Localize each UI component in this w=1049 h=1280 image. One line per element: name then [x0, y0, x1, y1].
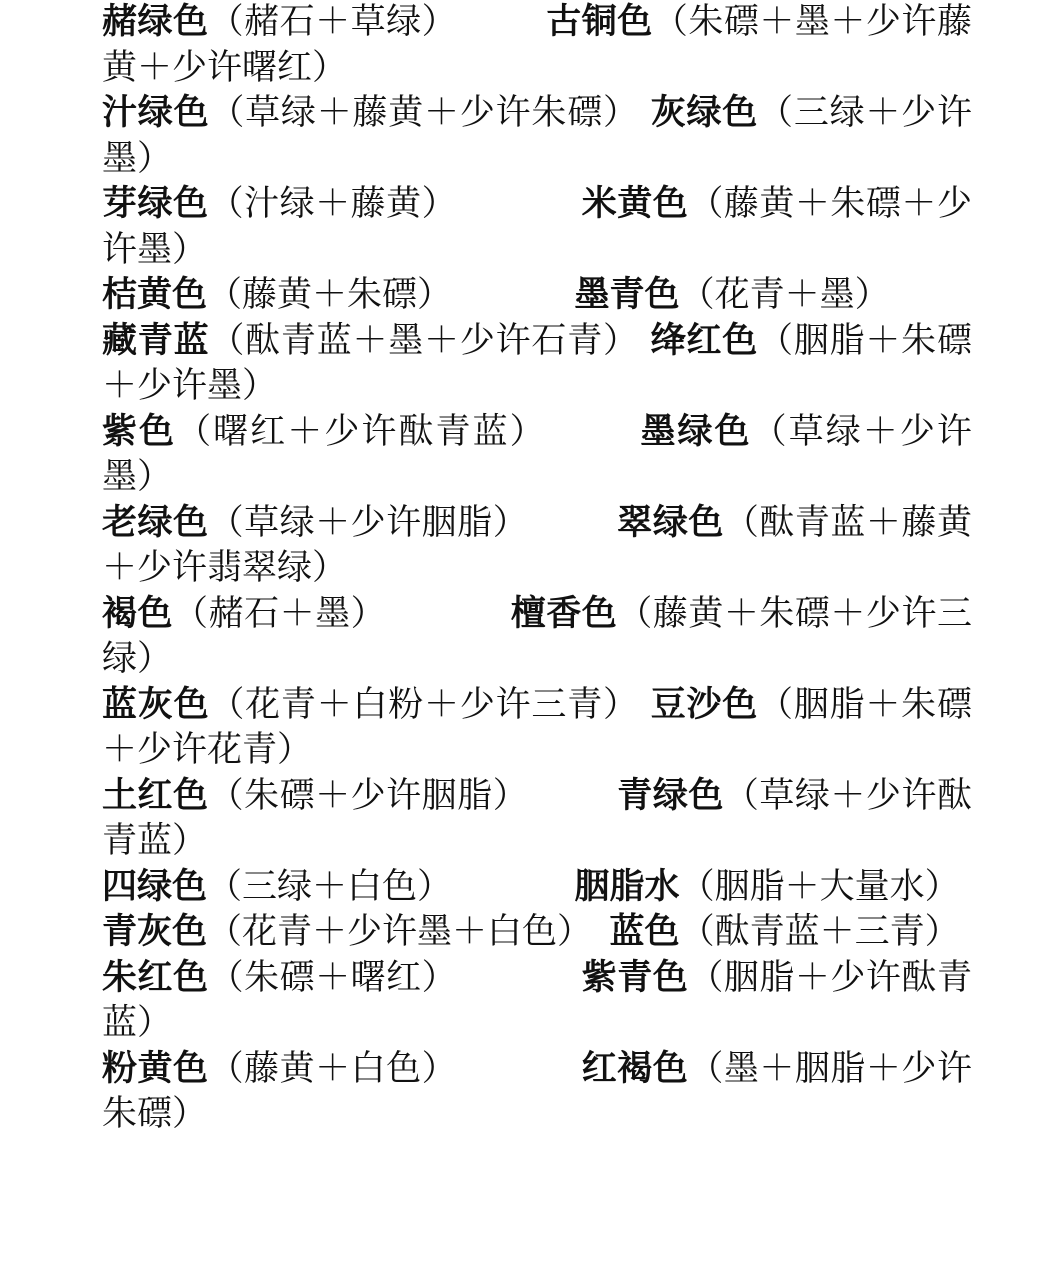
color-row [102, 0, 972, 91]
color-recipe: （草绿＋藤黄＋少许朱磦） [209, 93, 639, 133]
color-name: 胭脂水 [574, 866, 680, 907]
color-name: 芽绿色 [102, 184, 209, 224]
color-recipe: （胭脂＋朱磦＋少许花青） [102, 684, 972, 770]
color-row [102, 1047, 972, 1138]
color-recipe: （胭脂＋大量水） [679, 866, 960, 907]
color-recipe: （墨＋胭脂＋少许朱磦） [102, 1048, 972, 1134]
color-recipe: （花青＋少许墨＋白色） [207, 912, 575, 952]
color-recipe: （胭脂＋少许酞青蓝） [102, 957, 972, 1043]
color-name: 褐色 [102, 593, 174, 634]
color-row [102, 273, 972, 319]
color-recipe: （草绿＋少许酞青蓝） [102, 775, 972, 861]
color-row [102, 683, 972, 774]
color-row [102, 592, 972, 683]
color-recipe: （酞青蓝＋藤黄＋少许翡翠绿） [102, 502, 972, 588]
color-recipe: （藤黄＋朱磦＋少许三绿） [102, 593, 972, 679]
color-name: 桔黄色 [102, 275, 208, 315]
color-name: 汁绿色 [102, 93, 210, 133]
color-name: 红褐色 [581, 1048, 689, 1089]
color-recipe: （藤黄＋朱磦＋少许墨） [102, 184, 972, 270]
color-row [102, 501, 972, 592]
color-name: 青灰色 [102, 912, 208, 952]
color-row [102, 91, 972, 182]
color-recipe: （藤黄＋白色） [208, 1048, 440, 1089]
color-row [102, 910, 972, 956]
color-name: 朱红色 [102, 957, 209, 998]
color-name: 紫青色 [581, 957, 689, 998]
color-recipe: （酞青蓝＋墨＋少许石青） [209, 320, 639, 361]
color-name: 蓝灰色 [102, 684, 210, 725]
color-recipe: （藤黄＋朱磦） [207, 275, 435, 315]
color-name: 灰绿色 [650, 93, 759, 133]
color-name: 米黄色 [581, 184, 689, 224]
color-name: 豆沙色 [650, 684, 759, 725]
color-name: 檀香色 [510, 593, 618, 634]
color-recipe: （朱磦＋曙红） [208, 957, 440, 998]
color-recipe: （草绿＋少许胭脂） [208, 502, 511, 543]
color-name: 土红色 [102, 775, 209, 816]
color-recipe: （朱磦＋墨＋少许藤黄＋少许曙红） [102, 2, 972, 88]
color-name: 赭绿色 [102, 2, 209, 42]
color-recipe: （曙红＋少许酞青蓝） [176, 411, 530, 452]
color-recipe: （朱磦＋少许胭脂） [208, 775, 511, 816]
color-name: 古铜色 [546, 2, 653, 42]
color-recipe: （汁绿＋藤黄） [208, 184, 440, 224]
color-row [102, 182, 972, 273]
color-recipe: （酞青蓝＋三青） [679, 912, 960, 952]
color-name: 紫色 [102, 411, 177, 452]
color-recipe: （花青＋墨） [679, 275, 890, 315]
color-recipe: （胭脂＋朱磦＋少许墨） [102, 320, 972, 406]
color-recipe: （赭石＋墨） [173, 593, 369, 634]
color-name: 蓝色 [609, 912, 680, 952]
color-name: 墨绿色 [640, 411, 752, 452]
color-recipe: （三绿＋少许墨） [102, 93, 972, 179]
color-mixing-list [102, 0, 972, 1138]
color-name: 青绿色 [617, 775, 724, 816]
color-row [102, 774, 972, 865]
color-recipe: （草绿＋少许墨） [102, 411, 972, 497]
color-name: 墨青色 [574, 275, 680, 315]
color-row [102, 956, 972, 1047]
color-name: 绛红色 [650, 320, 759, 361]
color-row [102, 410, 972, 501]
color-recipe: （三绿＋白色） [207, 866, 435, 907]
color-row [102, 319, 972, 410]
color-name: 翠绿色 [617, 502, 724, 543]
color-recipe: （赭石＋草绿） [208, 2, 440, 42]
color-recipe: （花青＋白粉＋少许三青） [209, 684, 639, 725]
color-name: 四绿色 [102, 866, 208, 907]
color-name: 粉黄色 [102, 1048, 209, 1089]
color-name: 藏青蓝 [102, 320, 210, 361]
color-row [102, 865, 972, 911]
color-name: 老绿色 [102, 502, 209, 543]
